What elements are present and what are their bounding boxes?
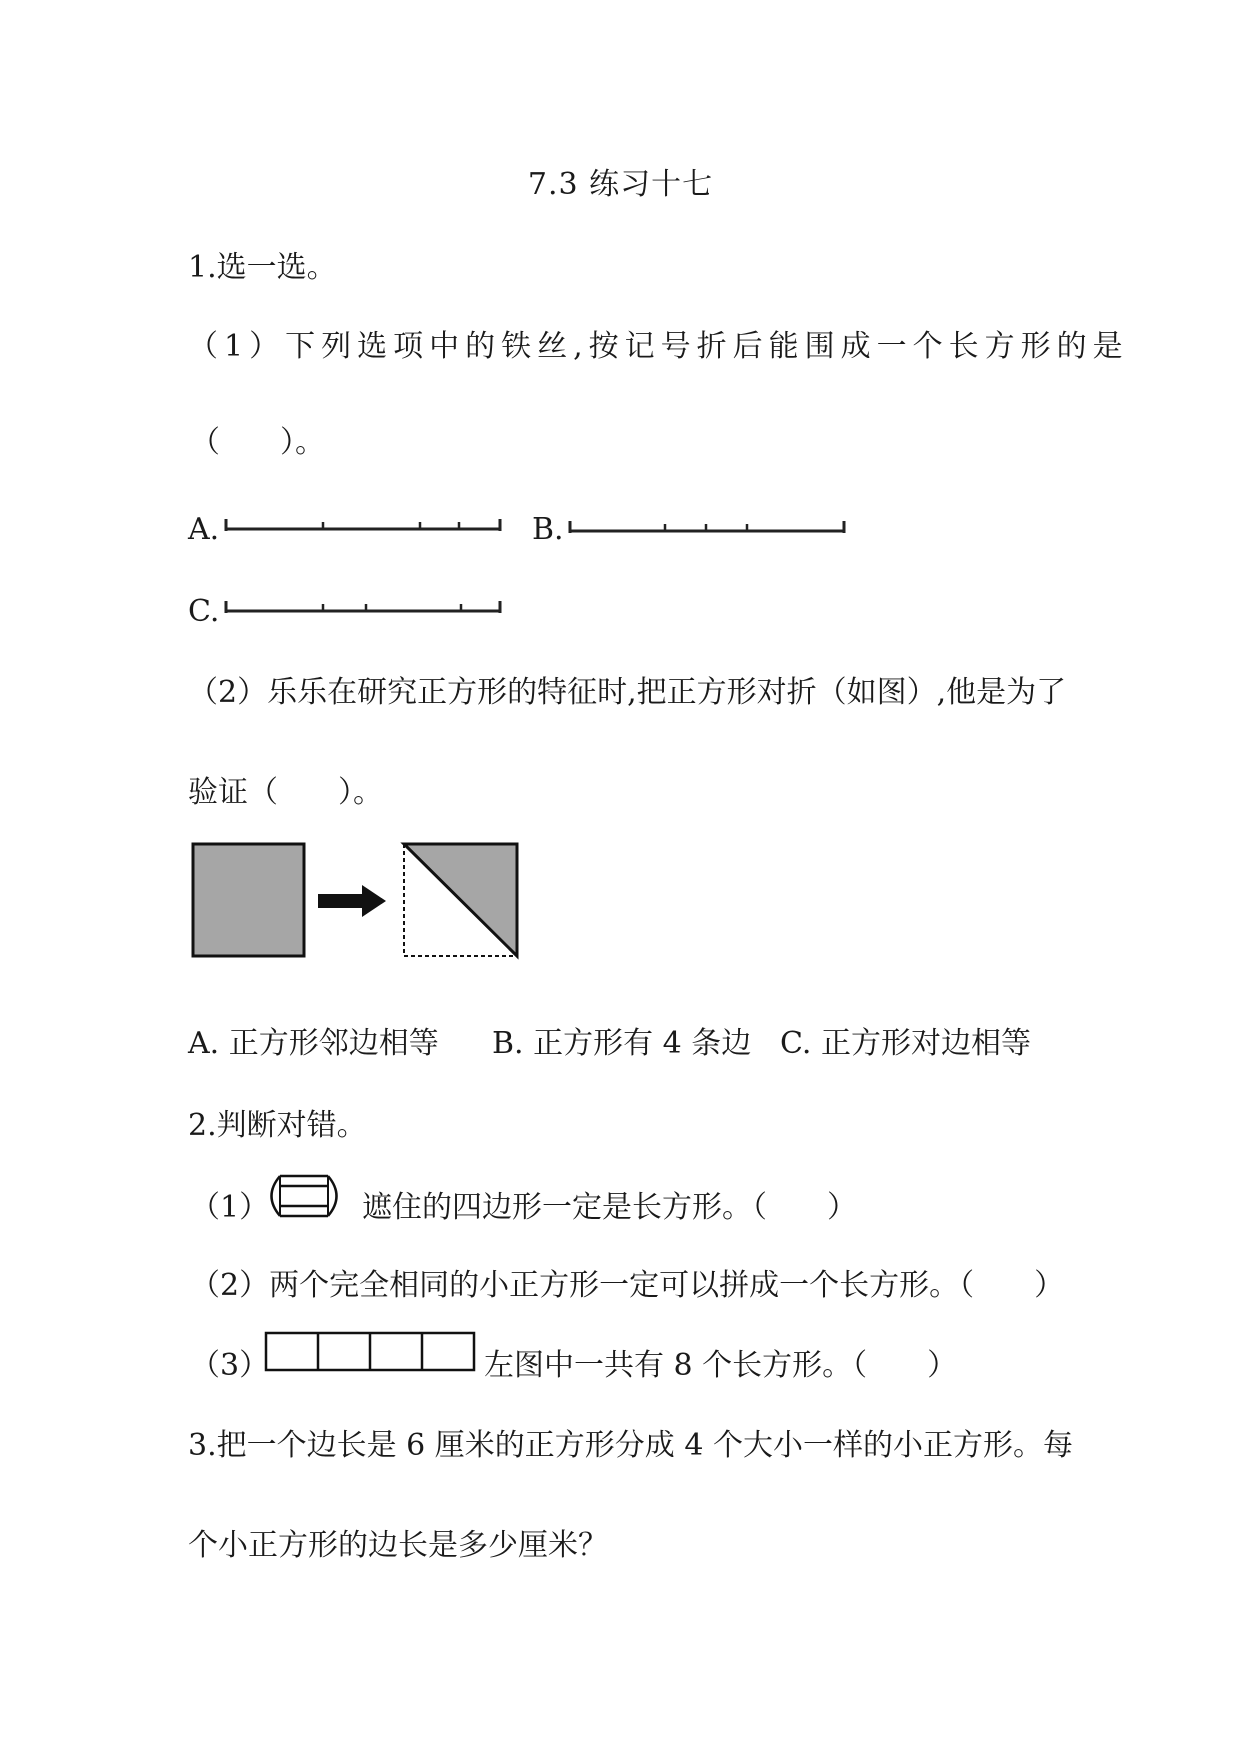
q1-part1-line1: （1）下列选项中的铁丝,按记号折后能围成一个长方形的是 — [188, 329, 1129, 364]
option-a-label: A. — [188, 512, 220, 547]
choice-a: A. 正方形邻边相等 — [188, 1026, 439, 1061]
covered-quadrilateral-figure — [262, 1168, 346, 1226]
option-b-label: B. — [532, 512, 564, 547]
choice-c: C. 正方形对边相等 — [780, 1026, 1031, 1061]
q2-item3-text: 左图中一共有 8 个长方形。（ ） — [484, 1348, 958, 1383]
q2-heading: 2.判断对错。 — [188, 1108, 367, 1143]
wire-option-b — [568, 515, 848, 539]
q2-item2-text: （2）两个完全相同的小正方形一定可以拼成一个长方形。（ ） — [190, 1268, 1065, 1303]
page-title: 7.3 练习十七 — [527, 167, 714, 202]
q1-part1-line2: （ ）。 — [190, 425, 325, 460]
wire-option-a — [224, 515, 504, 539]
square-fold-figure — [188, 840, 528, 965]
wire-option-c — [224, 597, 504, 621]
q1-heading: 1.选一选。 — [188, 250, 337, 285]
q1-part2-line2: 验证（ ）。 — [188, 775, 383, 810]
q2-item3-number: （3） — [190, 1348, 270, 1383]
arrow-icon — [318, 885, 386, 917]
folded-square — [404, 844, 517, 956]
choice-b: B. 正方形有 4 条边 — [492, 1026, 752, 1061]
q3-line2: 个小正方形的边长是多少厘米？ — [188, 1528, 608, 1563]
q2-item1-number: （1） — [190, 1190, 270, 1225]
q3-line1: 3.把一个边长是 6 厘米的正方形分成 4 个大小一样的小正方形。每 — [188, 1428, 1073, 1463]
gray-square — [193, 844, 304, 956]
four-squares-strip-figure — [264, 1330, 478, 1374]
q1-part2-line1: （2）乐乐在研究正方形的特征时,把正方形对折（如图）,他是为了 — [188, 675, 1067, 710]
option-c-label: C. — [188, 594, 220, 629]
q2-item1-text: 遮住的四边形一定是长方形。（ ） — [362, 1190, 857, 1225]
